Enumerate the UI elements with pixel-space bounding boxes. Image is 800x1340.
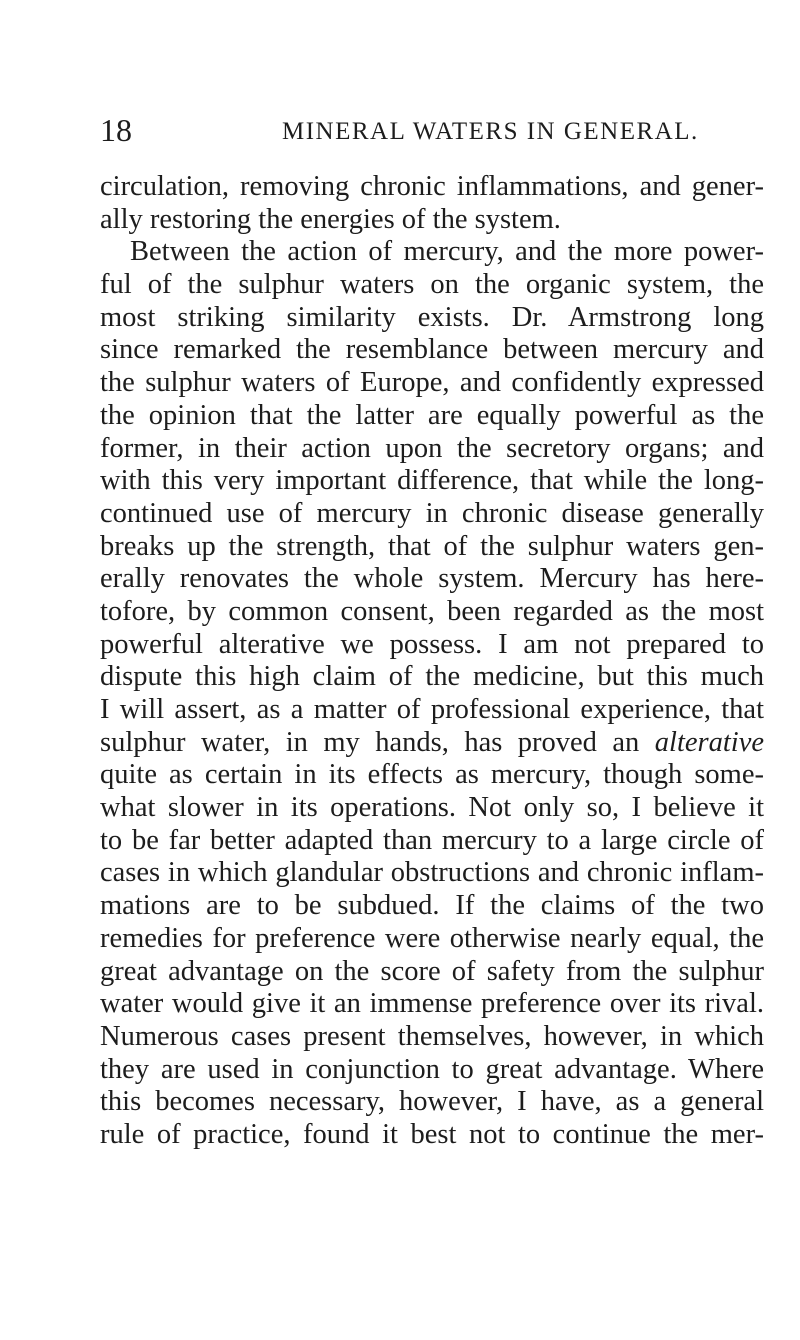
page-number: 18 <box>100 112 132 148</box>
text-line: they are used in conjunction to great advantage. Where <box>100 1053 764 1085</box>
text-line: breaks up the strength, that of the sulphur waters gen- <box>100 530 764 562</box>
text-line: powerful alterative we possess. I am not prepared to <box>100 628 764 660</box>
text-line: most striking similarity exists. Dr. Armstrong long <box>100 301 764 333</box>
text-line: continued use of mercury in chronic disease generally <box>100 497 764 529</box>
text-line: ful of the sulphur waters on the organic system, the <box>100 269 764 301</box>
text-line: the opinion that the latter are equally powerful as the <box>100 399 764 431</box>
text-line: I will assert, as a matter of professional experience, that <box>100 694 764 725</box>
text-line: to be far better adapted than mercury to a large circle of <box>100 824 764 856</box>
text-line-with-italic <box>100 727 764 760</box>
text-line: since remarked the resemblance between mercury and <box>100 334 764 366</box>
text-line: circulation, removing chronic inflammations, and gener- <box>100 171 764 202</box>
body-text <box>100 171 764 1152</box>
running-title: MINERAL WATERS IN GENERAL. <box>282 118 699 145</box>
italic-word: alterative <box>654 726 765 758</box>
page-header <box>100 112 760 152</box>
text-line: water would give it an immense preference over its rival. <box>100 988 764 1020</box>
text-line: tofore, by common consent, been regarded as the most <box>100 595 764 627</box>
text-line: with this very important difference, that while the long- <box>100 465 764 497</box>
text-line: what slower in its operations. Not only so, I believe it <box>100 792 764 824</box>
text-line: dispute this high claim of the medicine, but this much <box>100 661 764 693</box>
text-line: great advantage on the score of safety from the sulphur <box>100 955 764 987</box>
text-line: quite as certain in its effects as mercury, though some- <box>100 759 764 791</box>
text-line: remedies for preference were otherwise nearly equal, the <box>100 922 764 954</box>
text-line: former, in their action upon the secretory organs; and <box>100 432 764 464</box>
text-line: the sulphur waters of Europe, and confidently expressed <box>100 367 764 399</box>
text-line: ally restoring the energies of the system. <box>100 203 561 235</box>
text-line: erally renovates the whole system. Mercury has here- <box>100 563 764 595</box>
text-line: Numerous cases present themselves, however, in which <box>100 1020 764 1052</box>
text-line: mations are to be subdued. If the claims of the two <box>100 890 764 922</box>
text-line: this becomes necessary, however, I have, as a general <box>100 1086 764 1118</box>
text-line: Between the action of mercury, and the more power- <box>130 236 764 268</box>
text-segment: sulphur water, in my hands, has proved an <box>100 726 640 758</box>
text-line: cases in which glandular obstructions and chronic inflam- <box>100 857 764 889</box>
text-line: rule of practice, found it best not to continue the mer- <box>100 1118 764 1150</box>
